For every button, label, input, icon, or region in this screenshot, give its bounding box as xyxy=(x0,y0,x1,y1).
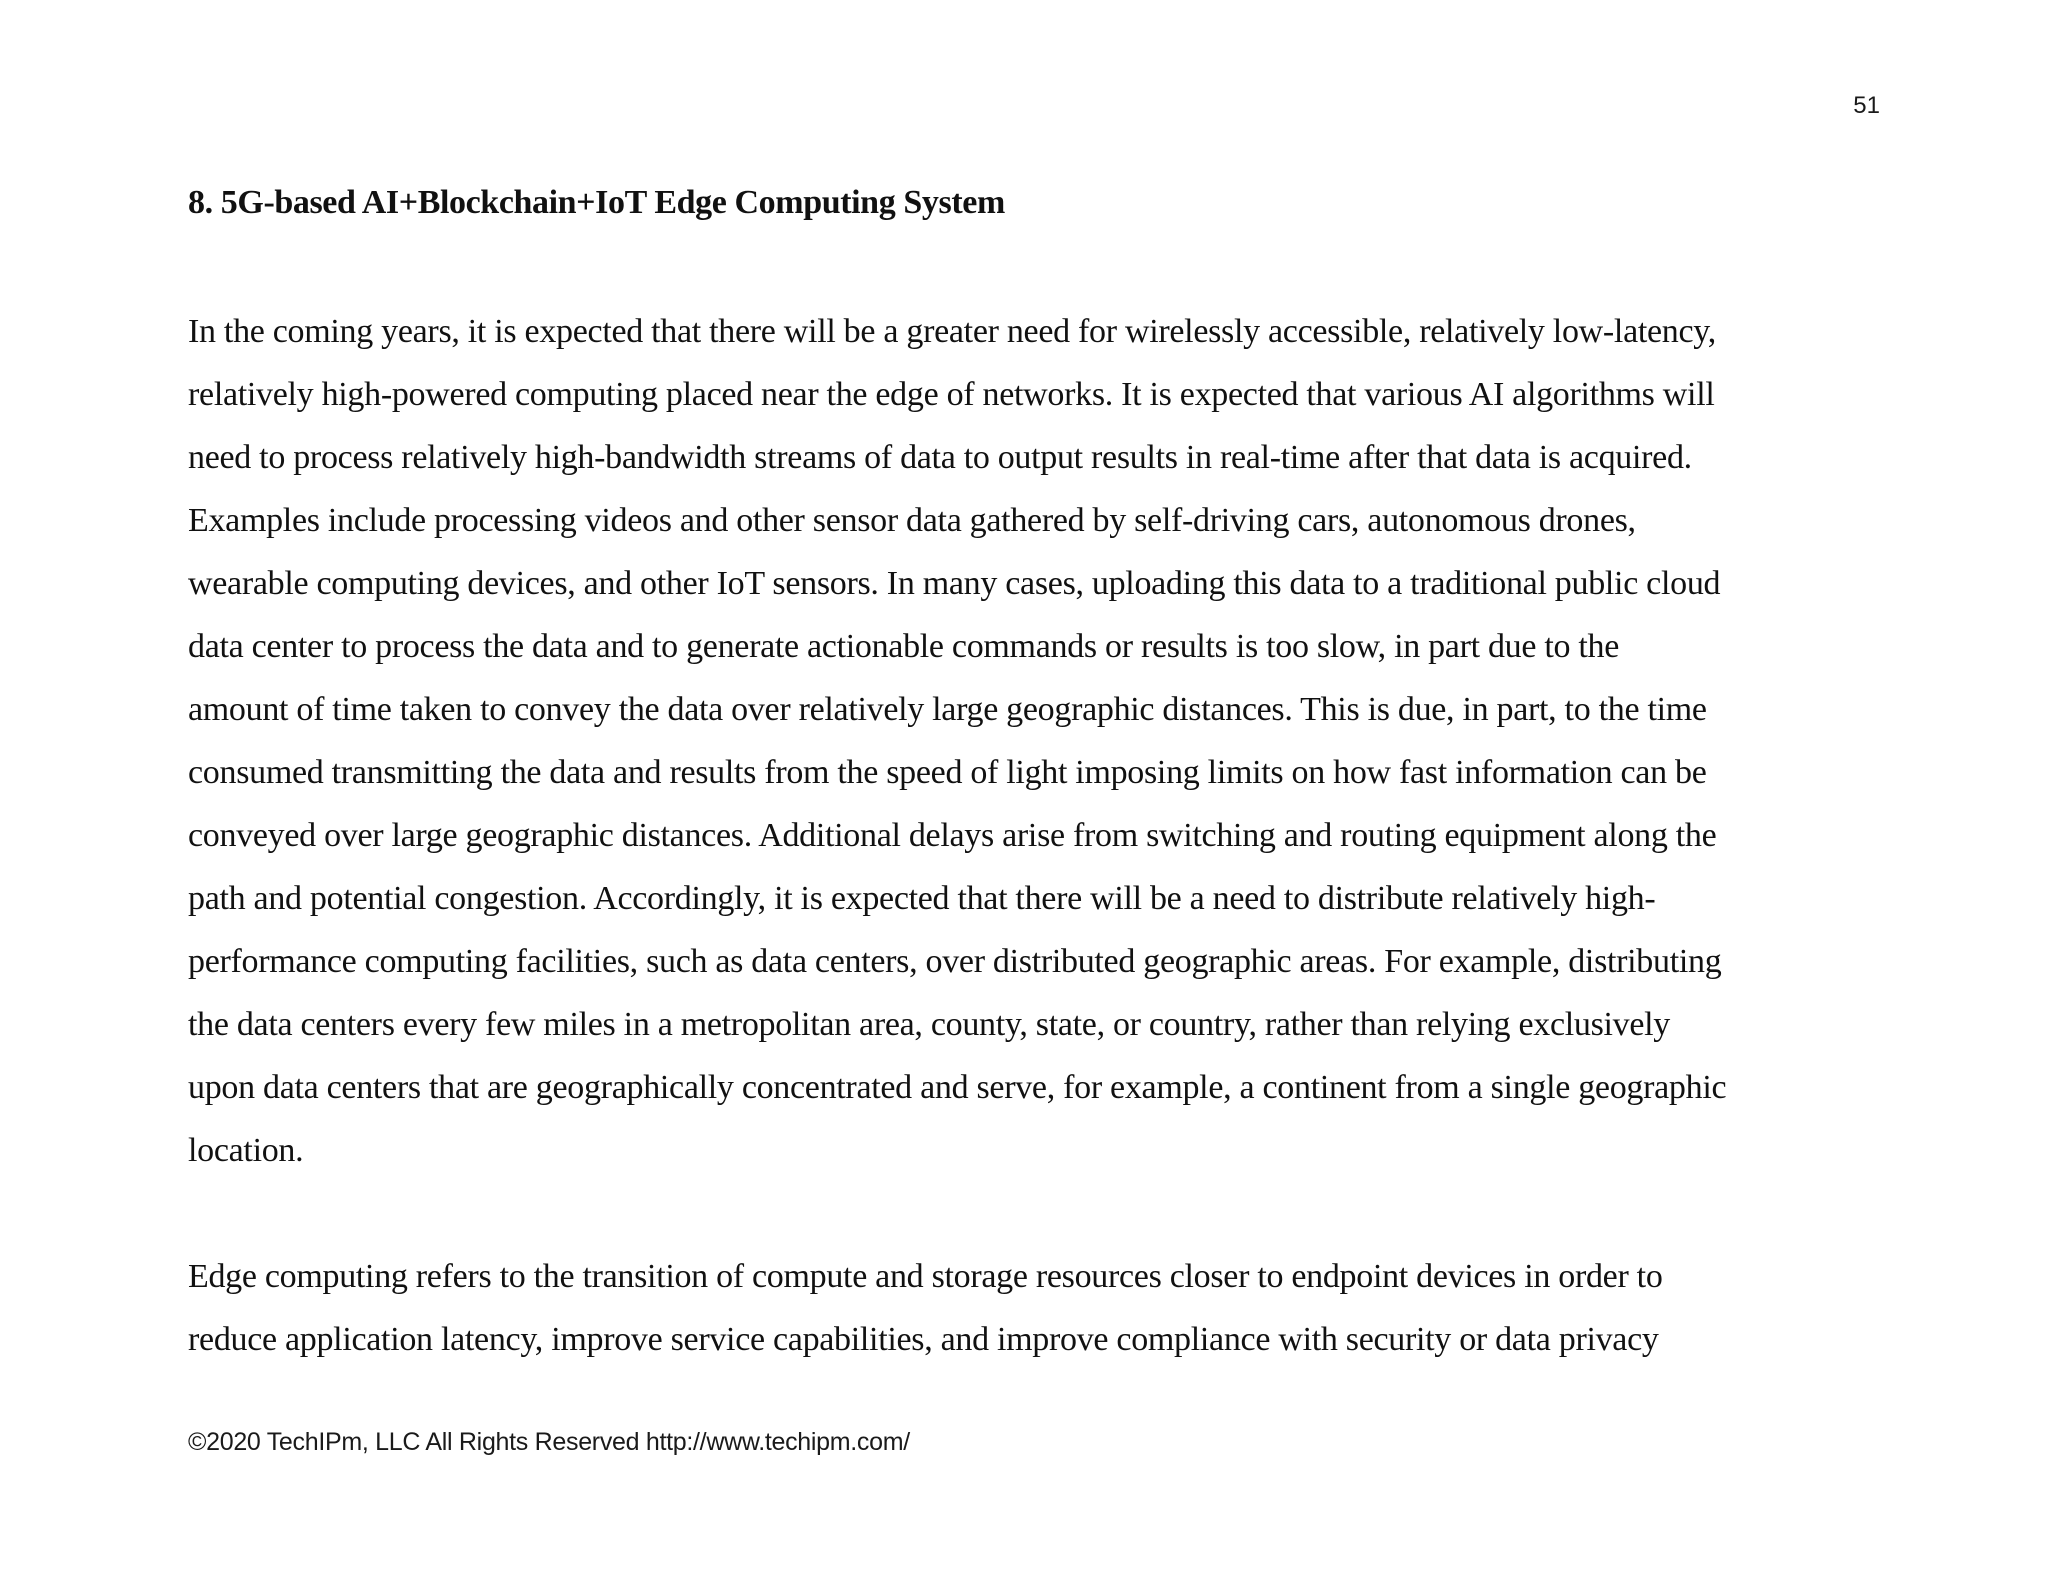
copyright-footer: ©2020 TechIPm, LLC All Rights Reserved http://www.techipm.com/ xyxy=(188,1428,910,1456)
paragraph-line: the data centers every few miles in a metropolitan area, county, state, or country, rather than relying exclusively xyxy=(188,1006,1671,1043)
paragraph-line: upon data centers that are geographically concentrated and serve, for example, a continent from a single geographic xyxy=(188,1069,1727,1106)
paragraph-line: path and potential congestion. Accordingly, it is expected that there will be a need to distribute relatively high- xyxy=(188,880,1656,917)
paragraph-line: amount of time taken to convey the data over relatively large geographic distances. This is due, in part, to the time xyxy=(188,691,1707,728)
paragraph-line: In the coming years, it is expected that there will be a greater need for wirelessly accessible, relatively low-latency, xyxy=(188,313,1716,350)
paragraph-line: reduce application latency, improve service capabilities, and improve compliance with security or data privacy xyxy=(188,1321,1659,1358)
paragraph-line: consumed transmitting the data and results from the speed of light imposing limits on how fast information can be xyxy=(188,754,1707,791)
paragraph-line: location. xyxy=(188,1132,304,1169)
paragraph-line: Edge computing refers to the transition of compute and storage resources closer to endpoint devices in order to xyxy=(188,1258,1663,1295)
section-heading: 8. 5G-based AI+Blockchain+IoT Edge Computing System xyxy=(188,184,1005,221)
paragraph-line: relatively high-powered computing placed near the edge of networks. It is expected that various AI algorithms will xyxy=(188,376,1715,413)
paragraph-line: need to process relatively high-bandwidth streams of data to output results in real-time after that data is acquired. xyxy=(188,439,1692,476)
paragraph-line: performance computing facilities, such as data centers, over distributed geographic areas. For example, distributing xyxy=(188,943,1722,980)
paragraph-line: wearable computing devices, and other IoT sensors. In many cases, uploading this data to a traditional public cloud xyxy=(188,565,1721,602)
page-number: 51 xyxy=(1853,92,1880,119)
paragraph-line: data center to process the data and to generate actionable commands or results is too slow, in part due to the xyxy=(188,628,1620,665)
paragraph-line: Examples include processing videos and other sensor data gathered by self-driving cars, autonomous drones, xyxy=(188,502,1636,539)
paragraph-line: conveyed over large geographic distances. Additional delays arise from switching and routing equipment along the xyxy=(188,817,1717,854)
